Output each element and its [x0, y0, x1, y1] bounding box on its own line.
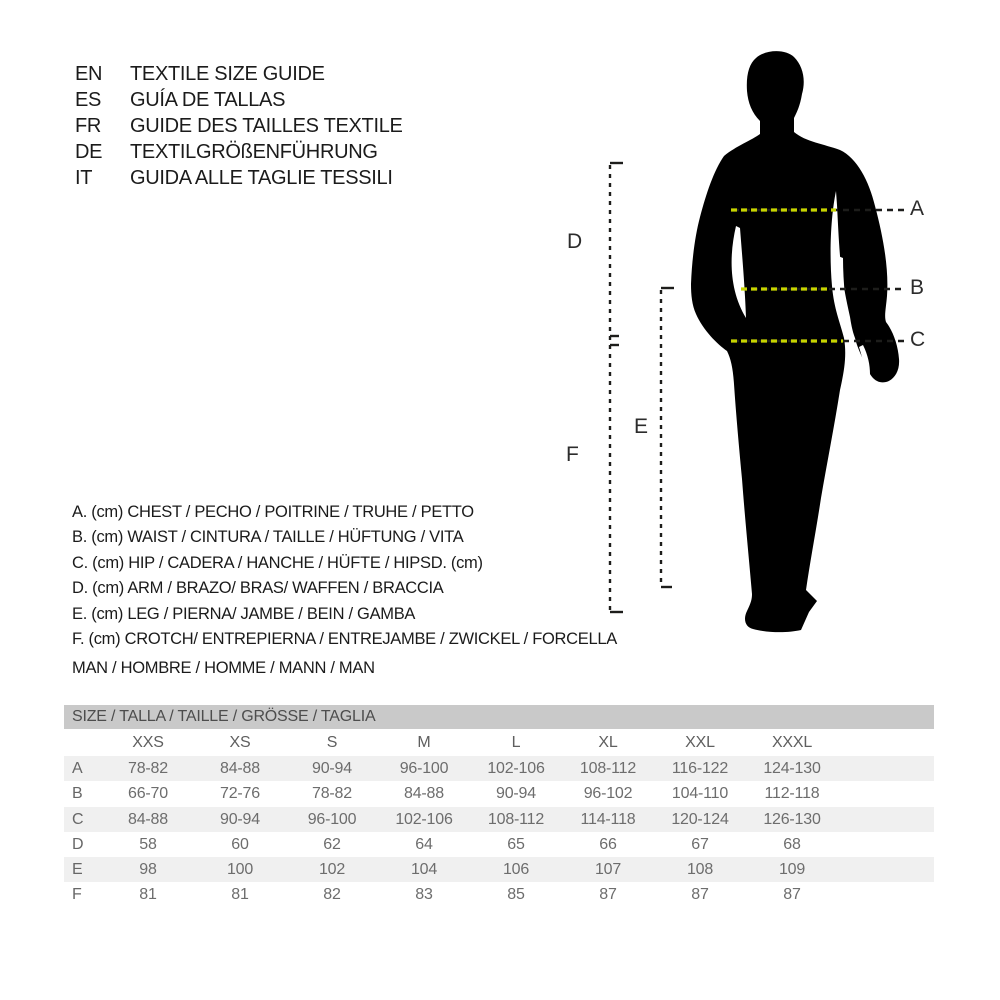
- table-cell: 81: [231, 886, 249, 904]
- table-cell: 124-130: [763, 760, 821, 777]
- table-cell: 120-124: [671, 810, 729, 828]
- filler-cell: [838, 729, 934, 756]
- table-cell: 68: [783, 835, 801, 853]
- table-cell: 87: [599, 886, 617, 904]
- size-table-body: [64, 756, 934, 908]
- table-cell: 104: [410, 861, 438, 879]
- row-label: B: [72, 785, 83, 803]
- title-text: GUIDA ALLE TAGLIE TESSILI: [130, 167, 393, 189]
- legend-line-b: B. (cm) WAIST / CINTURA / TAILLE / HÜFTUNG / VITA: [72, 528, 464, 547]
- table-cell: 65: [507, 835, 525, 853]
- table-cell: 78-82: [312, 785, 352, 803]
- row-label: E: [72, 861, 83, 879]
- table-cell: 104-110: [671, 785, 729, 803]
- table-cell: 100: [226, 861, 254, 879]
- filler-cell: [838, 756, 934, 781]
- size-column-header: M: [417, 734, 431, 751]
- table-cell: 102: [318, 861, 346, 879]
- table-cell: 58: [139, 835, 157, 853]
- table-cell: 90-94: [220, 810, 260, 828]
- row-label: C: [72, 810, 84, 828]
- table-cell: 114-118: [580, 810, 636, 828]
- table-cell: 87: [691, 886, 709, 904]
- table-cell: 112-118: [764, 785, 820, 803]
- table-cell: 108: [686, 861, 714, 879]
- label-crotch-f: F: [566, 443, 579, 466]
- lang-code: DE: [75, 141, 103, 163]
- table-cell: 106: [502, 861, 530, 879]
- label-chest-a: A: [910, 197, 924, 220]
- size-table-column-headers: [64, 729, 934, 756]
- legend-line-c: C. (cm) HIP / CADERA / HANCHE / HÜFTE / HIPSD. (cm): [72, 553, 483, 572]
- table-cell: 109: [778, 861, 806, 879]
- table-row: [64, 857, 934, 882]
- size-table-corner: [64, 729, 102, 756]
- table-cell: 96-100: [399, 760, 449, 777]
- table-cell: 84-88: [404, 785, 444, 803]
- filler-cell: [838, 781, 934, 806]
- filler-cell: [838, 882, 934, 907]
- table-cell: 66-70: [128, 785, 168, 803]
- filler-cell: [838, 807, 934, 832]
- table-cell: 102-106: [487, 760, 545, 777]
- label-arm-d: D: [567, 230, 582, 253]
- category-line: MAN / HOMBRE / HOMME / MANN / MAN: [72, 659, 375, 677]
- table-cell: 108-112: [487, 810, 545, 828]
- table-cell: 98: [139, 861, 157, 879]
- size-table-title-bar: SIZE / TALLA / TAILLE / GRÖSSE / TAGLIA: [64, 705, 934, 729]
- table-cell: 60: [231, 835, 249, 853]
- label-hip-c: C: [910, 328, 925, 351]
- size-column-header: XL: [598, 734, 618, 751]
- row-label: F: [72, 886, 82, 904]
- label-leg-e: E: [634, 415, 648, 438]
- legend-line-a: A. (cm) CHEST / PECHO / POITRINE / TRUHE / PETTO: [72, 503, 474, 521]
- legend-line-e: E. (cm) LEG / PIERNA/ JAMBE / BEIN / GAMBA: [72, 604, 416, 623]
- table-cell: 85: [507, 886, 525, 904]
- title-text: GUIDE DES TAILLES TEXTILE: [130, 115, 403, 137]
- size-column-header: S: [326, 734, 338, 751]
- table-cell: 102-106: [395, 810, 453, 828]
- table-cell: 72-76: [220, 785, 260, 803]
- filler-cell: [838, 857, 934, 882]
- size-column-header: XS: [229, 734, 251, 751]
- size-column-header: XXS: [132, 734, 164, 751]
- table-row: [64, 807, 934, 832]
- table-cell: 82: [323, 886, 341, 904]
- table-cell: 96-100: [307, 810, 357, 828]
- lang-code: FR: [75, 115, 102, 137]
- legend-line-d: D. (cm) ARM / BRAZO/ BRAS/ WAFFEN / BRACCIA: [72, 579, 444, 598]
- lang-code: IT: [75, 167, 93, 189]
- size-column-header: XXL: [685, 734, 715, 751]
- size-column-header: XXXL: [771, 734, 813, 751]
- size-column-header: L: [511, 734, 521, 751]
- title-text: GUÍA DE TALLAS: [130, 89, 286, 111]
- table-row: [64, 756, 934, 781]
- table-row: [64, 832, 934, 857]
- table-cell: 108-112: [579, 760, 637, 777]
- size-table: [64, 705, 934, 908]
- lang-code: EN: [75, 63, 103, 85]
- lang-code: ES: [75, 89, 102, 111]
- table-cell: 67: [691, 835, 709, 853]
- table-cell: 64: [415, 835, 433, 853]
- filler-cell: [838, 832, 934, 857]
- table-cell: 66: [599, 835, 617, 853]
- table-cell: 78-82: [128, 760, 168, 777]
- table-cell: 84-88: [128, 810, 168, 828]
- title-text: TEXTILGRÖßENFÜHRUNG: [130, 141, 378, 163]
- table-cell: 62: [323, 835, 341, 853]
- title-text: TEXTILE SIZE GUIDE: [130, 63, 325, 85]
- table-row: [64, 882, 934, 907]
- label-waist-b: B: [910, 276, 924, 299]
- table-row: [64, 781, 934, 806]
- row-label: A: [72, 760, 83, 777]
- measure-legend: [72, 500, 617, 652]
- table-cell: 116-122: [671, 760, 729, 777]
- table-cell: 90-94: [496, 785, 536, 803]
- table-cell: 83: [415, 886, 433, 904]
- row-label: D: [72, 835, 84, 853]
- table-cell: 84-88: [220, 760, 260, 777]
- table-cell: 90-94: [312, 760, 352, 777]
- table-cell: 107: [594, 861, 622, 879]
- table-cell: 87: [783, 886, 801, 904]
- legend-line-f: F. (cm) CROTCH/ ENTREPIERNA / ENTREJAMBE / ZWICKEL / FORCELLA: [72, 629, 617, 648]
- table-cell: 81: [139, 886, 157, 904]
- table-cell: 126-130: [763, 810, 821, 828]
- table-cell: 96-102: [583, 785, 633, 803]
